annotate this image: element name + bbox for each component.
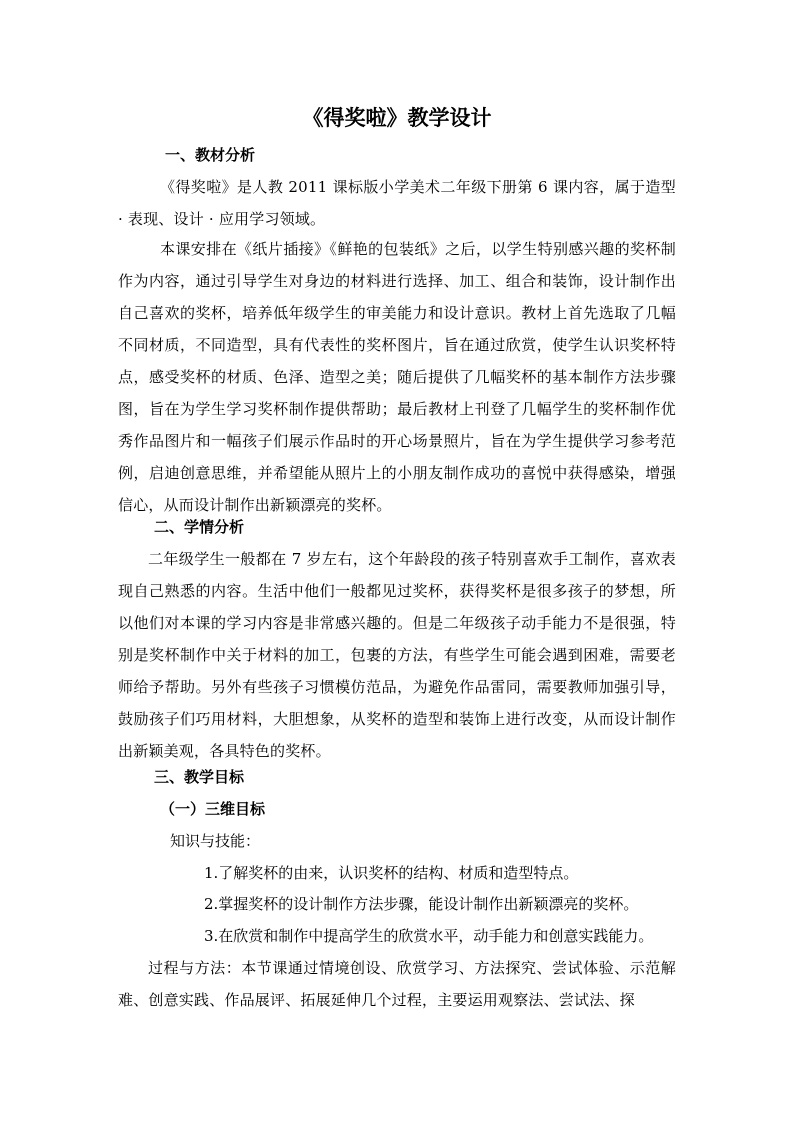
section-heading-teaching-goals: 三、教学目标: [154, 768, 245, 786]
section-heading-student-analysis: 二、学情分析: [154, 518, 245, 536]
label-knowledge-skills: 知识与技能：: [170, 832, 261, 850]
goal-item-3: 3.在欣赏和制作中提高学生的欣赏水平，动手能力和创意实践能力。: [204, 927, 654, 945]
section-heading-textbook-analysis: 一、教材分析: [165, 146, 256, 164]
goal-item-2: 2.掌握奖杯的设计制作方法步骤，能设计制作出新颖漂亮的奖杯。: [204, 895, 639, 913]
paragraph-student-analysis: 二年级学生一般都在 7 岁左右，这个年龄段的孩子特别喜欢手工制作，喜欢表现自己熟悉的内容。生活中他们一般都见过奖杯，获得奖杯是很多孩子的梦想，所以他们对本课的学习内容是非常感兴趣的。但是二年级孩子动手能力不是很强，特别是奖杯制作中关于材料的加工，包裹的方法，有些学生可能会遇到困难，需要老师给予帮助。另外有些孩子习惯模仿范品，为避免作品雷同，需要教师加强引导，鼓励孩子们巧用材料，大胆想象，从奖杯的造型和装饰上进行改变，从而设计制作出新颖美观，各具特色的奖杯。: [118, 550, 676, 760]
page-title: 《得奖啦》教学设计: [302, 105, 492, 130]
paragraph-textbook-detail: 本课安排在《纸片插接》《鲜艳的包装纸》之后，以学生特别感兴趣的奖杯制作为内容，通过引导学生对身边的材料进行选择、加工、组合和装饰，设计制作出自己喜欢的奖杯，培养低年级学生的审美能力和设计意识。教材上首先选取了几幅不同材质，不同造型，具有代表性的奖杯图片，旨在通过欣赏，使学生认识奖杯特点，感受奖杯的材质、色泽、造型之美；随后提供了几幅奖杯的基本制作方法步骤图，旨在为学生学习奖杯制作提供帮助；最后教材上刊登了几幅学生的奖杯制作优秀作品图片和一幅孩子们展示作品时的开心场景照片，旨在为学生提供学习参考范例，启迪创意思维，并希望能从照片上的小朋友制作成功的喜悦中获得感染，增强信心，从而设计制作出新颖漂亮的奖杯。: [118, 240, 676, 514]
subheading-three-dimensional-goals: （一）三维目标: [160, 800, 266, 818]
paragraph-process-methods: 过程与方法：本节课通过情境创设、欣赏学习、方法探究、尝试体验、示范解难、创意实践、作品展评、拓展延伸几个过程，主要运用观察法、尝试法、探: [118, 959, 676, 1009]
paragraph-textbook-intro: 《得奖啦》是人教 2011 课标版小学美术二年级下册第 6 课内容，属于造型 · 表现、设计 · 应用学习领域。: [118, 178, 676, 228]
goal-item-1: 1.了解奖杯的由来，认识奖杯的结构、材质和造型特点。: [204, 864, 579, 882]
